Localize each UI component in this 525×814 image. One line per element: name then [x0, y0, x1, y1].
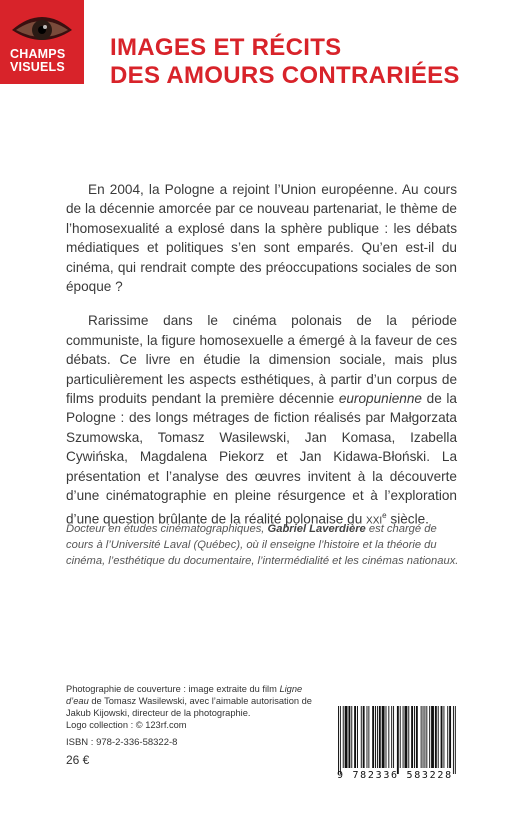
- logo-line-1: CHAMPS: [10, 47, 66, 61]
- barcode-bar: [411, 706, 413, 768]
- century-superscript: e: [382, 510, 387, 520]
- barcode-bar: [405, 706, 408, 768]
- title-line-1: IMAGES ET RÉCITS: [110, 34, 342, 61]
- barcode-bar: [388, 706, 389, 768]
- bio-after: est chargé de cours à l’Université Laval (Québec), où il enseigne l’histoire et la théorie du cinéma, l’esthétique du documentaire, l’intermédialité et les cinémas nationaux.: [66, 523, 459, 567]
- barcode-bar: [348, 706, 350, 768]
- eye-icon: [10, 10, 74, 46]
- barcode-bar: [382, 706, 385, 768]
- bio-before: Docteur en études cinématographiques,: [66, 523, 268, 535]
- barcode-bar: [421, 706, 422, 768]
- film-title: Ligne d’eau: [66, 684, 303, 706]
- photo-credits: [66, 683, 326, 731]
- barcode-bar: [343, 706, 344, 768]
- collection-logo: [0, 0, 84, 84]
- barcode-bar: [354, 706, 356, 768]
- barcode-bar: [361, 706, 362, 768]
- book-title: [110, 34, 460, 90]
- barcode-bar: [363, 706, 365, 768]
- barcode-bar: [424, 706, 425, 768]
- barcode-bar: [403, 706, 404, 768]
- barcode-bar: [426, 706, 427, 768]
- isbn: ISBN : 978-2-336-58322-8: [66, 737, 178, 748]
- logo-line-2: VISUELS: [10, 60, 65, 74]
- barcode-bar: [367, 706, 368, 768]
- barcode-bar: [379, 706, 381, 768]
- barcode-bar: [357, 706, 358, 768]
- logo-credit: Logo collection : © 123rf.com: [66, 720, 187, 730]
- blurb-p2-part-a: Rarissime dans le cinéma polonais de la période communiste, la figure homosexuelle a émergé à la faveur de ces débats. Ce livre en étudie la dimension sociale, mais plus particulièrement les aspects esthétiques, à partir d’un corpus de films produits pendant la première décennie: [66, 313, 457, 407]
- blurb-p2-italic: europunienne: [338, 391, 422, 407]
- barcode-bar: [372, 706, 374, 768]
- barcode-bar: [447, 706, 448, 768]
- barcode-bar: [443, 706, 444, 768]
- barcode-bar: [375, 706, 376, 768]
- barcode-number: 9 782336 583228: [337, 770, 453, 781]
- barcode-bar: [441, 706, 443, 768]
- blurb-paragraph-1: En 2004, la Pologne a rejoint l’Union européenne. Au cours de la décennie amorcée par ce nouveau partenariat, le thème de l’homosexualité a explosé dans la sphère publique : les débats médiatiques et politiques s’en sont emparés. Qu’en est-il du cinéma, qui rendrait compte des préoccupations sociales de son époque ?: [66, 182, 457, 295]
- barcode-bar: [438, 706, 439, 768]
- price: 26 €: [66, 753, 90, 767]
- barcode-bar: [386, 706, 387, 768]
- barcode-bar: [414, 706, 415, 768]
- barcode-bar: [429, 706, 430, 768]
- barcode-bar: [397, 706, 399, 774]
- credits-rest: de Tomasz Wasilewski, avec l’aimable autorisation de Jakub Kijowski, directeur de la photographie.: [66, 696, 312, 718]
- barcode-bar: [391, 706, 392, 768]
- blurb-p2-part-c: siècle.: [386, 511, 429, 527]
- barcode-bar: [435, 706, 437, 768]
- blurb-p2-part-b: de la Pologne : des longs métrages de fiction réalisés par Małgorzata Szumowska, Tomasz Wasilewski, Jan Komasa, Izabella Cywińska, Magdalena Piekorz et Jan Kidawa-Błoński. La présentation et l’analyse des œuvres invitent à la découverte d’une cinématographie en pleine résurgence et à l’exploration d’une question brûlante de la réalité polonaise du: [66, 391, 457, 527]
- century-numeral: xxi: [366, 511, 383, 527]
- barcode-bar: [453, 706, 454, 774]
- barcode-bar: [338, 706, 339, 774]
- blurb-paragraph-2: [66, 311, 457, 528]
- barcode-bar: [416, 706, 418, 768]
- author-name: Gabriel Laverdière: [267, 523, 366, 535]
- author-bio: [66, 521, 466, 569]
- barcode-bar: [393, 706, 394, 768]
- barcode-bar: [400, 706, 401, 768]
- barcode-bar: [423, 706, 424, 768]
- title-line-2: DES AMOURS CONTRARIÉES: [110, 62, 460, 89]
- logo-text: [10, 48, 80, 74]
- barcode-bar: [345, 706, 348, 768]
- back-cover-blurb: [66, 180, 457, 543]
- barcode-bar: [340, 706, 341, 774]
- barcode-bar: [449, 706, 451, 768]
- barcode-bar: [408, 706, 409, 768]
- barcode-bar: [351, 706, 352, 768]
- barcode-bar: [455, 706, 456, 774]
- barcode-bar: [377, 706, 378, 768]
- barcode-bar: [368, 706, 369, 768]
- credits-prefix: Photographie de couverture : image extraite du film: [66, 684, 280, 694]
- barcode-bar: [431, 706, 434, 768]
